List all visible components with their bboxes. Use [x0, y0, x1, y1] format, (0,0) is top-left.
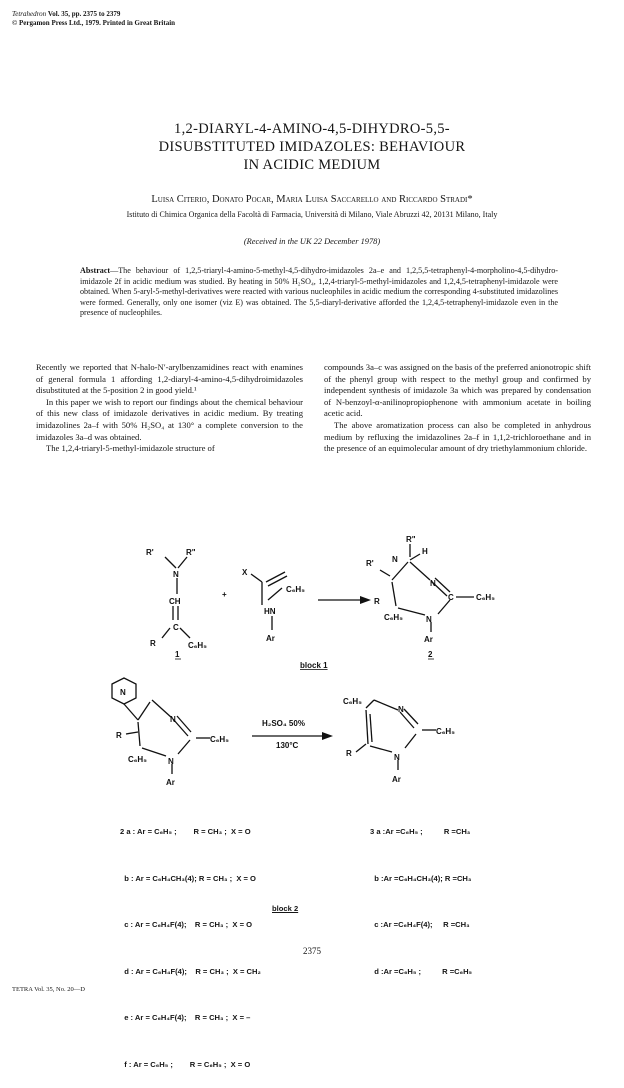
atom-label: R": [406, 535, 416, 544]
paragraph: The 1,2,4-triaryl-5-methyl-imidazole structure of: [46, 443, 215, 454]
reaction-scheme-1: [0, 530, 624, 675]
received-date: (Received in the UK 22 December 1978): [243, 237, 381, 246]
atom-label: CH: [169, 597, 181, 606]
atom-label: C₆H₅: [210, 735, 229, 744]
journal-citation: Tetrahedron Vol. 35, pp. 2375 to 2379: [12, 10, 121, 18]
compound-row: b : Ar = C₆H₄CH₃(4); R = CH₃ ; X = O: [120, 873, 256, 883]
abstract-label: Abstract: [80, 266, 111, 275]
paragraph: compounds 3a–c was assigned on the basis of the preferred anionotropic shift of the phenyl group with respect to the methyl group and confirmed by independent synthesis of imidazole 3a which was prepared by condensation of N-benzoyl-α-anilinopropiophenone with ammonium acetate in boiling acetic acid.: [324, 362, 591, 419]
affiliation: Istituto di Chimica Organica della Facoltà di Farmacia, Università di Milano, Viale Abruzzi 42, 20131 Milano, Italy: [126, 210, 498, 219]
atom-label: C₆H₅: [286, 585, 305, 594]
abstract: [80, 266, 558, 319]
scheme1-label: block 1: [300, 661, 328, 670]
atom-label: R': [146, 548, 154, 557]
atom-label: C: [448, 593, 454, 602]
atom-label: C₆H₅: [343, 697, 362, 706]
atom-label: N: [426, 615, 432, 624]
atom-label: C₆H₅: [128, 755, 147, 764]
atom-label: R: [374, 597, 380, 606]
atom-label: R: [150, 639, 156, 648]
scheme2-label: block 2: [272, 904, 299, 913]
compound-list-3: [370, 793, 472, 995]
atom-label: X: [242, 568, 248, 577]
compound-row: c : Ar = C₆H₄F(4); R = CH₃ ; X = O: [120, 920, 253, 929]
atom-label: Ar: [392, 775, 401, 784]
page-number: 2375: [303, 946, 321, 956]
footer-code: TETRA Vol. 35, No. 20—D: [12, 986, 85, 993]
author-list: Luisa Citerio, Donato Pocar, Maria Luisa Saccarello and Riccardo Stradi*: [151, 194, 473, 205]
atom-label: R: [346, 749, 352, 758]
atom-label: N: [170, 715, 176, 724]
left-column: [36, 362, 303, 455]
publisher-line: © Pergamon Press Ltd., 1979. Printed in Great Britain: [12, 19, 176, 27]
atom-label: H: [422, 547, 428, 556]
compound-row: d : Ar = C₆H₄F(4); R = CH₃ ; X = CH₂: [120, 966, 261, 976]
atom-label: Ar: [266, 634, 275, 643]
compound-row: d :Ar =C₆H₅ ; R =C₆H₅: [370, 966, 473, 976]
paragraph: The above aromatization process can also be completed in anhydrous medium by refluxing the imidazolines 2a–f in 1,1,2-trichloroethane and in the presence of an equimolecular amount of dry triethylammonium chloride.: [324, 419, 591, 454]
right-column: [324, 362, 591, 455]
plus-sign: +: [222, 590, 227, 599]
atom-label: HN: [264, 607, 276, 616]
compound-number-2: 2: [428, 650, 433, 659]
paragraph: Recently we reported that N-halo-N′-arylbenzamidines react with enamines of general formula 1 affording 1,2-diaryl-4-amino-4,5-dihydroimidazoles disubstituted at the 5-position 2 in good yield.¹: [36, 362, 303, 396]
reaction-temperature: 130°C: [276, 741, 299, 750]
compound-row: c :Ar =C₆H₄F(4); R =CH₃: [370, 920, 470, 929]
compound-list-2: [120, 793, 261, 1088]
compound-row: 2 a : Ar = C₆H₅ ; R = CH₃ ; X = O: [120, 827, 251, 836]
atom-label: N: [168, 757, 174, 766]
compound-row: e : Ar = C₆H₄F(4); R = CH₃ ; X = –: [120, 1013, 251, 1022]
atom-label: C₆H₅: [384, 613, 403, 622]
compound-number-1: 1: [175, 650, 180, 659]
article-title: 1,2-DIARYL-4-AMINO-4,5-DIHYDRO-5,5- DISUBSTITUTED IMIDAZOLES: BEHAVIOUR IN ACIDIC MEDIUM: [158, 121, 466, 173]
abstract-text: —The behaviour of 1,2,5-triaryl-4-amino-5-methyl-4,5-dihydro-imidazoles 2a–e and 1,2,5,5-tetraphenyl-4-morpholino-4,5-dihydro-imidazole 2f in acidic medium was studied. By heating in 50% H₂SO₄, 1,2,4-triaryl-5-methyl-imidazoles and 1,2,4,5-tetraphenyl-imidazole were obtained. When 5-aryl-5-methyl-derivatives were reacted with various nucleophiles in acidic medium the corresponding 4-substituted imidazolines were formed. Generally, only one isomer (viz E) was obtained. The 5,5-diaryl-derivative afforded the 1,2,4,5-tetraphenyl-imidazole even in the presence of nucleophiles.: [80, 266, 558, 318]
atom-label: Ar: [424, 635, 433, 644]
atom-label: N: [120, 688, 126, 697]
reaction-reagent: H₂SO₄ 50%: [262, 719, 305, 728]
compound-row: b :Ar =C₆H₄CH₃(4); R =CH₃: [370, 873, 472, 883]
atom-label: R": [186, 548, 196, 557]
reaction-arrowhead: [360, 596, 371, 604]
paragraph: In this paper we wish to report our findings about the chemical behaviour of this new class of imidazole derivatives in acidic medium. By treating imidazolines 2a–f with 50% H₂SO₄ at 130° a complete conversion to the imidazoles 3a–d was obtained.: [36, 396, 303, 442]
atom-label: R: [116, 731, 122, 740]
atom-label: R': [366, 559, 374, 568]
atom-label: N: [392, 555, 398, 564]
atom-label: N: [398, 705, 404, 714]
reaction-scheme-2: [0, 672, 624, 790]
atom-label: Ar: [166, 778, 175, 787]
atom-label: N: [394, 753, 400, 762]
reaction-arrowhead: [322, 732, 333, 740]
running-header: [12, 10, 175, 28]
atom-label: C₆H₅: [188, 641, 207, 650]
atom-label: C: [173, 623, 179, 632]
atom-label: C₆H₅: [476, 593, 495, 602]
scheme2-atom-labels: [116, 688, 455, 787]
compound-row: 3 a :Ar =C₆H₅ ; R =CH₃: [370, 827, 471, 836]
atom-label: C₆H₅: [436, 727, 455, 736]
atom-label: N: [430, 579, 436, 588]
atom-label: N: [173, 570, 179, 579]
compound-row: f : Ar = C₆H₅ ; R = C₆H₅ ; X = O: [120, 1059, 251, 1069]
